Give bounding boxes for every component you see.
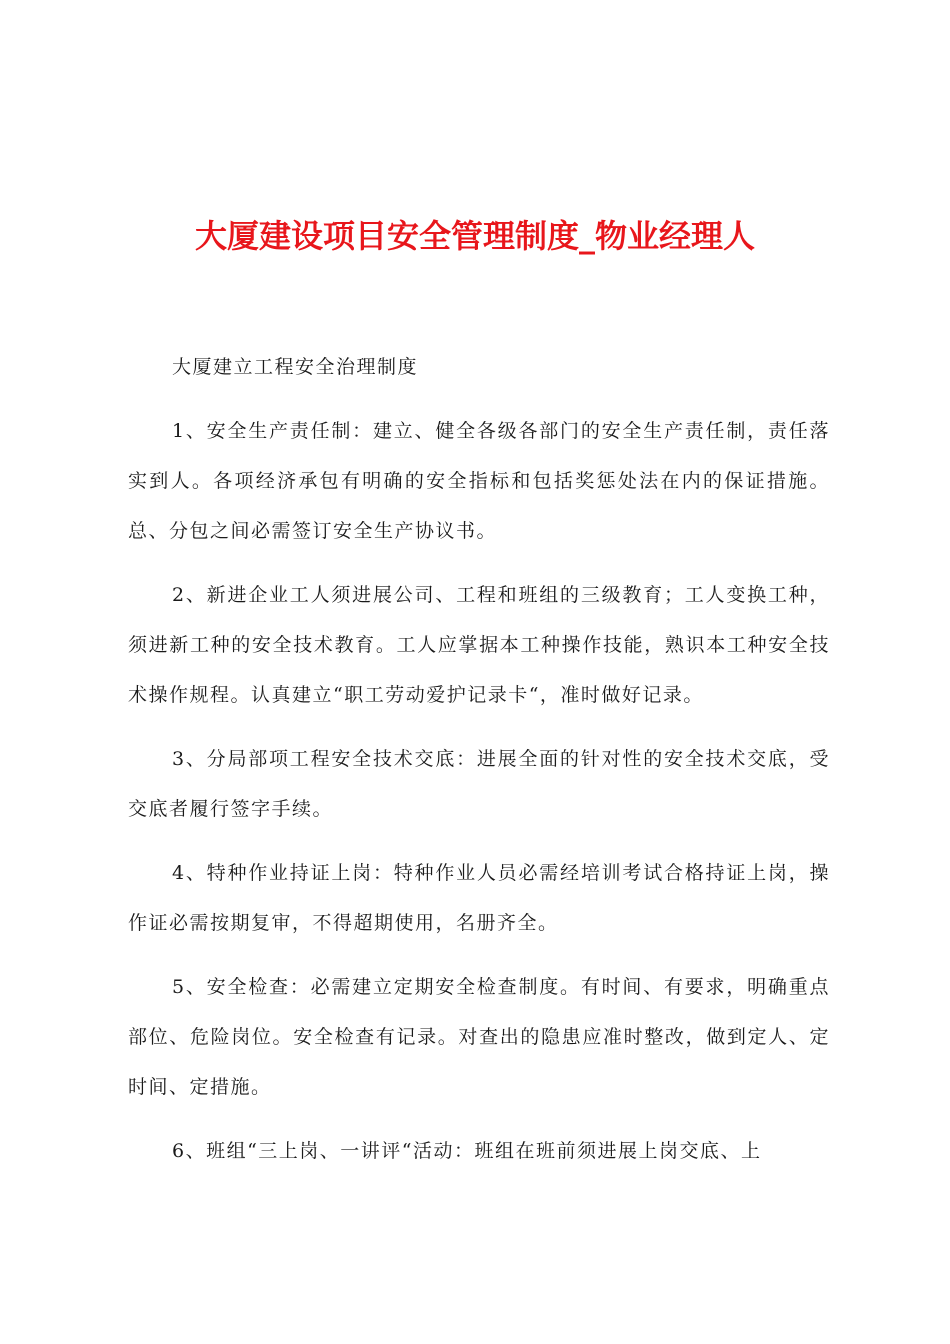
section-heading: 大厦建立工程安全治理制度 xyxy=(172,356,419,378)
paragraph-3: 3、分局部项工程安全技术交底：进展全面的针对性的安全技术交底，受交底者履行签字手续。 xyxy=(128,748,830,820)
document-title: 大厦建设项目安全管理制度_物业经理人 xyxy=(194,217,755,255)
paragraph-2: 2、新进企业工人须进展公司、工程和班组的三级教育；工人变换工种，须进新工种的安全技术教育。工人应掌据本工种操作技能，熟识本工种安全技术操作规程。认真建立“职工劳动爱护记录卡“，准时做好记录。 xyxy=(128,584,830,706)
paragraph-1: 1、安全生产责任制：建立、健全各级各部门的安全生产责任制，责任落实到人。各项经济承包有明确的安全指标和包括奖惩处法在内的保证措施。总、分包之间必需签订安全生产协议书。 xyxy=(128,420,830,542)
document-body xyxy=(128,342,830,1190)
paragraph-4: 4、特种作业持证上岗：特种作业人员必需经培训考试合格持证上岗，操作证必需按期复审，不得超期使用，名册齐全。 xyxy=(128,862,830,934)
paragraph-5: 5、安全检查：必需建立定期安全检查制度。有时间、有要求，明确重点部位、危险岗位。安全检查有记录。对查出的隐患应准时整改，做到定人、定时间、定措施。 xyxy=(128,976,830,1098)
paragraph-6: 6、班组“三上岗、一讲评“活动：班组在班前须进展上岗交底、上 xyxy=(172,1140,762,1162)
